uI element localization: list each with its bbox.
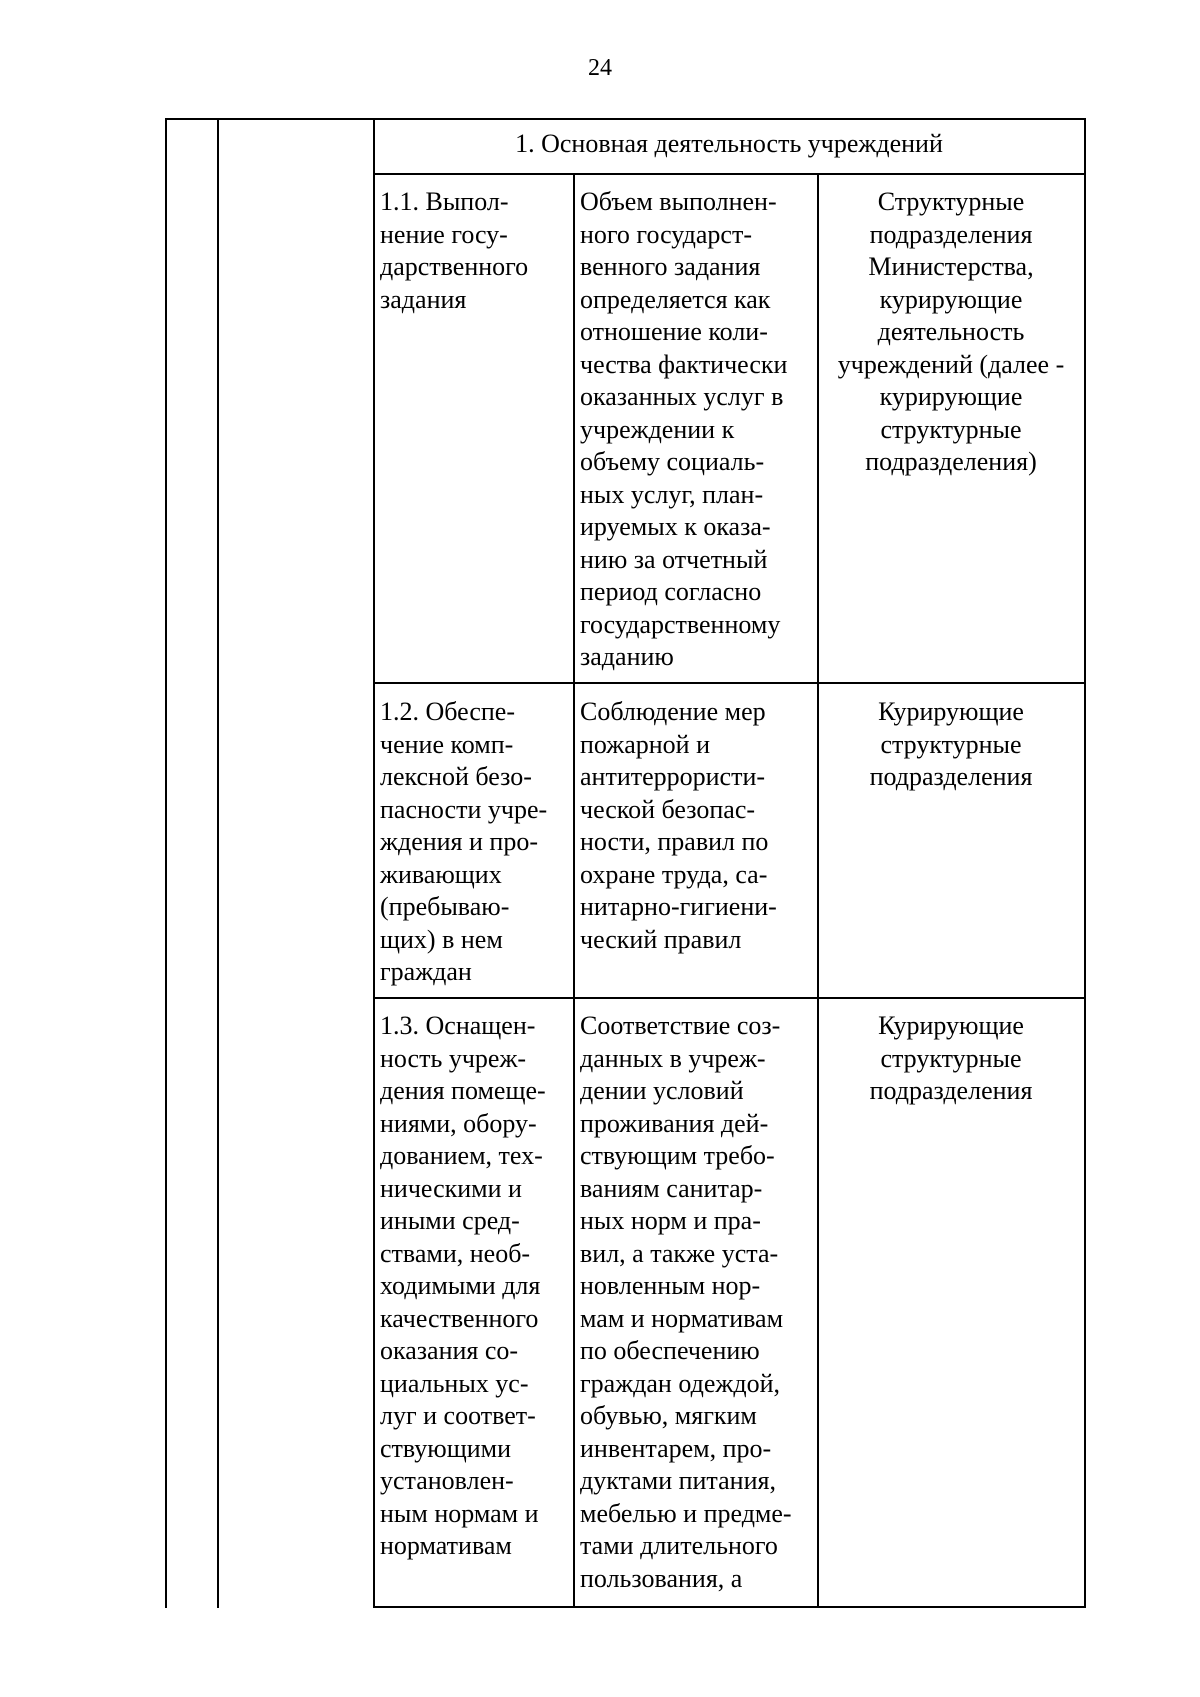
table-border bbox=[817, 173, 819, 1608]
table-border bbox=[373, 682, 1085, 684]
responsible-cell: Структурные подразделения Министерства, курирующие деятельность учреждений (далее - курирующие структурные подразделения) bbox=[837, 187, 1065, 476]
indicator-cell: 1.3. Оснащен- ность учреж- дения помеще- ниями, обору- дованием, тех- ническими и иными сред- ствами, необ- ходимыми для качественного оказания со- циальных ус- луг и соответ- ствующими установлен- ным нормам и нормативам bbox=[380, 1011, 546, 1560]
table-border bbox=[373, 1606, 1085, 1608]
table-border bbox=[165, 118, 1085, 120]
table-border bbox=[573, 173, 575, 1608]
description-cell: Объем выполнен- ного государст- венного задания определяется как отношение коли- чества фактически оказанных услуг в учреждении к объему социаль- ных услуг, план- ируемых к оказа- нию за отчетный период согласно государственному заданию bbox=[580, 187, 788, 671]
description-cell: Соблюдение мер пожарной и антитеррористи- ческой безопас- ности, правил по охране труда, са- нитарно-гигиени- ческий правил bbox=[580, 697, 777, 954]
table-border bbox=[165, 118, 167, 1608]
responsible-cell: Курирующие структурные подразделения bbox=[869, 1011, 1033, 1105]
page-number: 24 bbox=[588, 55, 612, 81]
table-border bbox=[373, 118, 375, 1608]
table-border bbox=[217, 118, 219, 1608]
indicator-cell: 1.2. Обеспе- чение комп- лексной безо- пасности учре- ждения и про- живающих (пребываю- щих) в нем граждан bbox=[380, 697, 548, 986]
section-title: 1. Основная деятельность учреждений bbox=[515, 129, 943, 158]
table-border bbox=[373, 997, 1085, 999]
table-border bbox=[1084, 118, 1086, 1608]
description-cell: Соответствие соз- данных в учреж- дении условий проживания дей- ствующим требо- ваниям санитар- ных норм и пра- вил, а также уста- новленным нор- мам и нормативам по обеспечению граждан одеждой, обувью, мягким инвентарем, про- дуктами питания, мебелью и предме- тами длительного пользования, а bbox=[580, 1011, 792, 1593]
responsible-cell: Курирующие структурные подразделения bbox=[869, 697, 1033, 791]
table-border bbox=[373, 173, 1085, 175]
indicator-cell: 1.1. Выпол- нение госу- дарственного задания bbox=[380, 187, 529, 314]
